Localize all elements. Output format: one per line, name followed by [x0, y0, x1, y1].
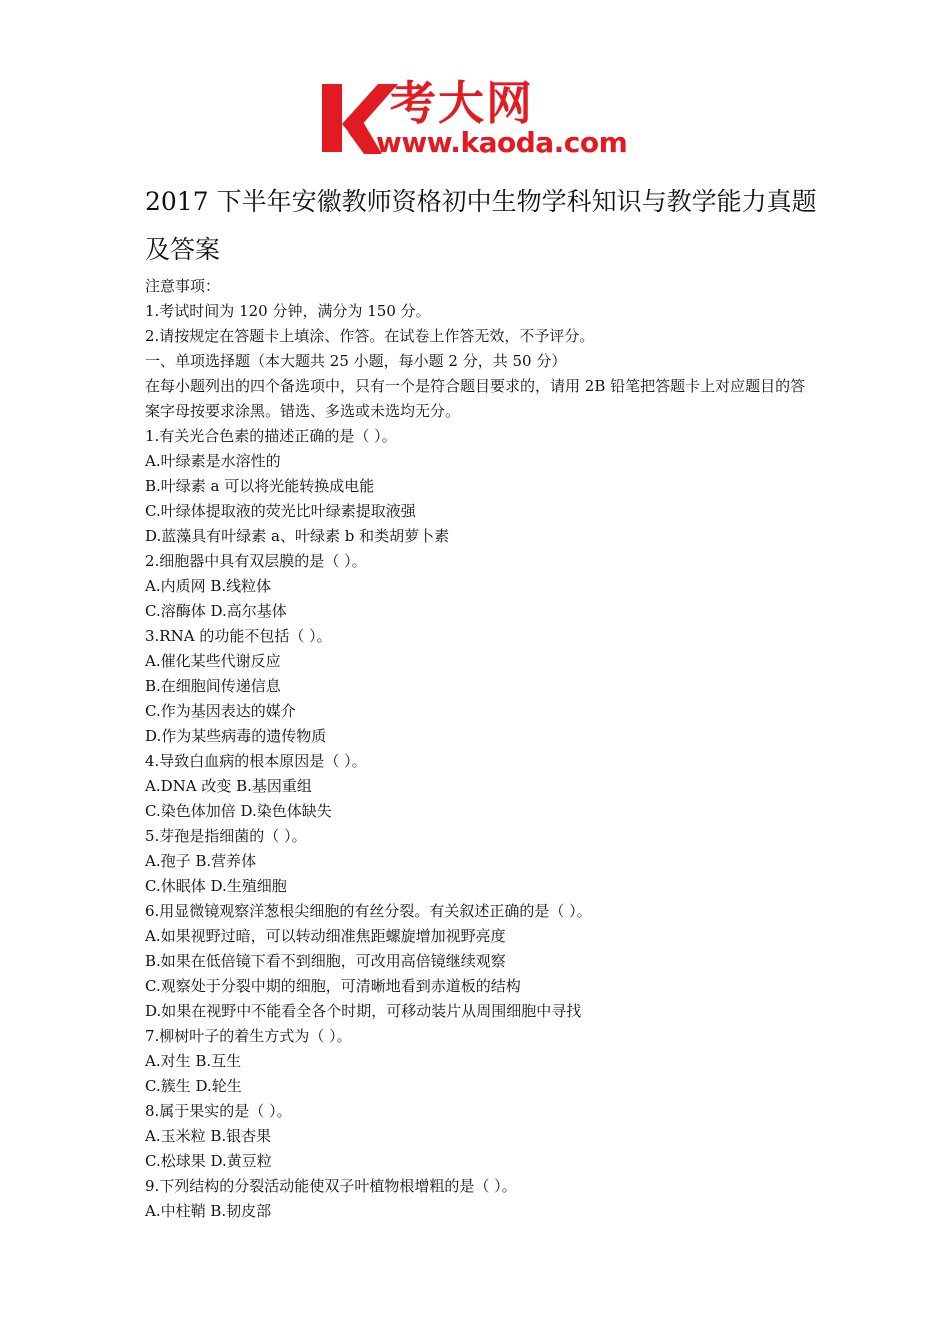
answer-option: B.如果在低倍镜下看不到细胞，可改用高倍镜继续观察 [145, 952, 506, 970]
answer-option: A.如果视野过暗，可以转动细准焦距螺旋增加视野亮度 [145, 927, 506, 945]
logo-name: 考大网 [390, 76, 534, 130]
answer-option: C.染色体加倍 D.染色体缺失 [145, 802, 332, 820]
answer-option: C.观察处于分裂中期的细胞，可清晰地看到赤道板的结构 [145, 977, 521, 995]
answer-option: C.叶绿体提取液的荧光比叶绿素提取液强 [145, 502, 416, 520]
answer-option: A.催化某些代谢反应 [145, 652, 281, 670]
answer-option: A.玉米粒 B.银杏果 [145, 1127, 272, 1145]
question: 1.有关光合色素的描述正确的是（ ）。 [145, 427, 397, 445]
notice-item: 1.考试时间为 120 分钟，满分为 150 分。 [145, 302, 431, 320]
logo-url: www.kaoda.com [376, 126, 628, 159]
notice-item: 2.请按规定在答题卡上填涂、作答。在试卷上作答无效，不予评分。 [145, 327, 595, 345]
answer-option: C.松球果 D.黄豆粒 [145, 1152, 272, 1170]
question: 5.芽孢是指细菌的（ ）。 [145, 827, 307, 845]
document-title: 2017 下半年安徽教师资格初中生物学科知识与教学能力真题及答案 [145, 187, 817, 264]
kaoda-logo [318, 76, 648, 162]
answer-option: D.蓝藻具有叶绿素 a、叶绿素 b 和类胡萝卜素 [145, 527, 450, 545]
answer-option: A.叶绿素是水溶性的 [145, 452, 281, 470]
question: 8.属于果实的是（ ）。 [145, 1102, 292, 1120]
answer-option: C.簇生 D.轮生 [145, 1077, 242, 1095]
notice-heading: 注意事项： [145, 277, 221, 295]
answer-option: A.内质网 B.线粒体 [145, 577, 272, 595]
question: 2.细胞器中具有双层膜的是（ ）。 [145, 552, 367, 570]
answer-option: A.DNA 改变 B.基因重组 [145, 777, 312, 795]
answer-option: C.溶酶体 D.高尔基体 [145, 602, 287, 620]
answer-option: B.在细胞间传递信息 [145, 677, 281, 695]
answer-option: A.对生 B.互生 [145, 1052, 242, 1070]
answer-option: A.中柱鞘 B.韧皮部 [145, 1202, 272, 1220]
question: 7.柳树叶子的着生方式为（ ）。 [145, 1027, 352, 1045]
answer-option: D.如果在视野中不能看全各个时期，可移动装片从周围细胞中寻找 [145, 1002, 582, 1020]
answer-option: C.休眠体 D.生殖细胞 [145, 877, 287, 895]
section-instructions: 在每小题列出的四个备选项中，只有一个是符合题目要求的，请用 2B 铅笔把答题卡上对应题目的答案字母按要求涂黑。错选、多选或未选均无分。 [145, 377, 806, 420]
question: 3.RNA 的功能不包括（ ）。 [145, 627, 332, 645]
question: 6.用显微镜观察洋葱根尖细胞的有丝分裂。有关叙述正确的是（ ）。 [145, 902, 592, 920]
answer-option: B.叶绿素 a 可以将光能转换成电能 [145, 477, 375, 495]
answer-option: C.作为基因表达的媒介 [145, 702, 296, 720]
answer-option: A.孢子 B.营养体 [145, 852, 257, 870]
document-body [145, 274, 815, 1224]
question: 4.导致白血病的根本原因是（ ）。 [145, 752, 367, 770]
question: 9.下列结构的分裂活动能使双子叶植物根增粗的是（ ）。 [145, 1177, 517, 1195]
section-heading: 一、单项选择题（本大题共 25 小题，每小题 2 分，共 50 分） [145, 352, 567, 370]
answer-option: D.作为某些病毒的遗传物质 [145, 727, 327, 745]
